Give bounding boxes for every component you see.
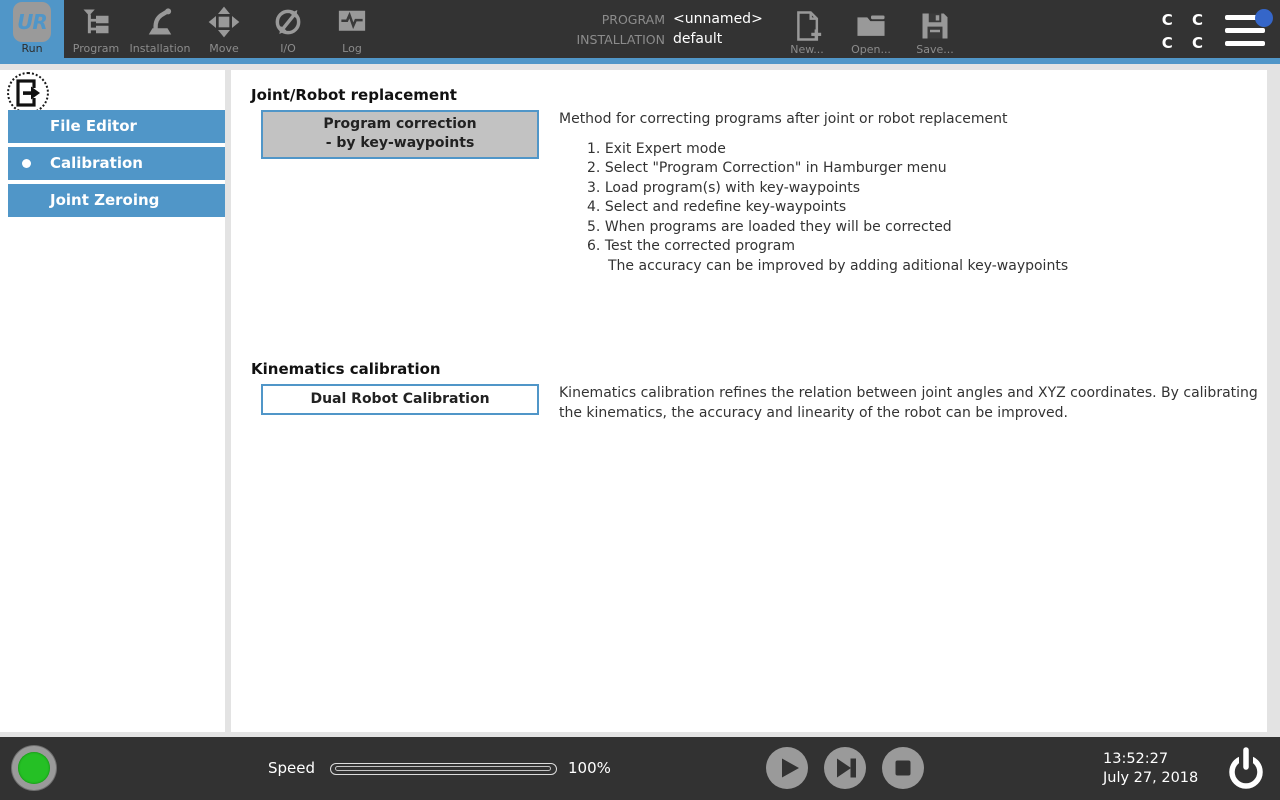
method-step: Test the corrected program xyxy=(604,238,796,254)
method-note-text: The accuracy can be improved by adding aditional key-waypoints xyxy=(608,257,1069,274)
program-correction-button-line2: - by key-waypoints xyxy=(325,135,475,151)
stop-icon xyxy=(882,747,924,789)
open-button-label: Open... xyxy=(851,43,891,56)
sidebar-item-file-editor[interactable] xyxy=(8,110,225,143)
save-button-label: Save... xyxy=(916,43,954,56)
active-bullet-icon xyxy=(22,159,31,168)
method-step: Exit Expert mode xyxy=(604,140,726,157)
play-icon xyxy=(766,747,808,789)
speed-slider-fill xyxy=(335,766,551,771)
method-step: Load program(s) with key-waypoints xyxy=(604,179,861,196)
log-monitor-icon xyxy=(337,2,367,42)
clock xyxy=(1103,750,1198,788)
step-button[interactable] xyxy=(824,747,866,789)
installation-label: INSTALLATION xyxy=(576,32,665,47)
save-button[interactable] xyxy=(910,6,960,56)
top-bar xyxy=(0,0,1280,58)
new-button[interactable] xyxy=(782,6,832,56)
stop-button[interactable] xyxy=(882,747,924,789)
sidebar-item-joint-zeroing[interactable] xyxy=(8,184,225,217)
ur-logo-icon: UR xyxy=(13,2,51,42)
save-floppy-icon xyxy=(920,8,950,44)
joint-robot-replacement-heading: Joint/Robot replacement xyxy=(251,86,457,104)
robot-arm-icon xyxy=(145,2,175,42)
kinematics-description-text: Kinematics calibration refines the relation between joint angles and XYZ coordinates. By calibrating the kinematics, the accuracy and linearity of the robot can be improved. xyxy=(559,385,1258,421)
dual-robot-calibration-button[interactable]: Dual Robot Calibration xyxy=(261,384,539,415)
speed-slider[interactable] xyxy=(330,763,557,775)
clock-time: 13:52:27 xyxy=(1103,751,1169,767)
tab-log-label: Log xyxy=(342,42,362,55)
program-tree-icon xyxy=(81,2,111,42)
tab-move[interactable] xyxy=(192,0,256,58)
method-step: When programs are loaded they will be corrected xyxy=(604,218,952,235)
bottom-bar xyxy=(0,737,1280,800)
open-folder-icon xyxy=(855,8,887,44)
move-arrows-icon xyxy=(208,2,240,42)
initialize-status-button[interactable] xyxy=(12,746,56,790)
sidebar-item-calibration[interactable] xyxy=(8,147,225,180)
main-tabs xyxy=(0,0,384,58)
corner-glyphs xyxy=(1162,9,1210,55)
sidebar-item-label: Joint Zeroing xyxy=(50,191,160,209)
step-icon xyxy=(824,747,866,789)
corner-glyphs-row2: C C xyxy=(1161,34,1210,52)
program-correction-button-line1: Program correction xyxy=(323,116,477,132)
notification-dot xyxy=(1255,9,1273,27)
power-icon xyxy=(1222,745,1270,793)
open-button[interactable] xyxy=(846,6,896,56)
calibration-content xyxy=(231,70,1267,732)
method-steps-list xyxy=(559,140,1259,257)
tab-program[interactable] xyxy=(64,0,128,58)
tab-program-label: Program xyxy=(72,42,120,55)
sidebar xyxy=(0,70,225,732)
speed-label: Speed xyxy=(268,759,316,777)
method-intro-text: Method for correcting programs after joint or robot replacement xyxy=(559,111,1008,127)
tab-io-label: I/O xyxy=(280,42,296,55)
file-info xyxy=(560,11,763,48)
new-file-icon xyxy=(792,8,822,44)
new-button-label: New... xyxy=(790,43,824,56)
playback-controls xyxy=(766,747,924,789)
io-arrows-icon xyxy=(272,2,304,42)
exit-door-icon xyxy=(14,78,42,108)
tab-move-label: Move xyxy=(209,42,239,55)
program-correction-button[interactable] xyxy=(261,110,539,159)
speed-value: 100% xyxy=(568,759,611,777)
sidebar-item-label: Calibration xyxy=(50,154,143,172)
status-green-icon xyxy=(18,752,50,784)
tab-installation[interactable] xyxy=(128,0,192,58)
exit-expert-mode-button[interactable] xyxy=(7,72,49,114)
hamburger-menu-icon[interactable] xyxy=(1225,13,1267,47)
play-button[interactable] xyxy=(766,747,808,789)
program-name: <unnamed> xyxy=(673,11,763,27)
sidebar-item-label: File Editor xyxy=(50,117,137,135)
file-actions xyxy=(782,6,960,56)
tab-io[interactable] xyxy=(256,0,320,58)
method-step: Select "Program Correction" in Hamburger menu xyxy=(604,160,947,176)
accent-strip xyxy=(0,58,1280,64)
tab-log[interactable] xyxy=(320,0,384,58)
tab-run-label: Run xyxy=(21,42,43,55)
clock-date: July 27, 2018 xyxy=(1103,770,1199,786)
tab-run[interactable] xyxy=(0,0,64,58)
program-label: PROGRAM xyxy=(601,12,665,27)
shutdown-button[interactable] xyxy=(1222,745,1270,793)
method-step: Select and redefine key-waypoints xyxy=(604,199,847,215)
tab-installation-label: Installation xyxy=(129,42,191,55)
kinematics-calibration-heading: Kinematics calibration xyxy=(251,360,441,378)
installation-name: default xyxy=(673,31,723,47)
corner-glyphs-row1: C C xyxy=(1161,11,1210,29)
